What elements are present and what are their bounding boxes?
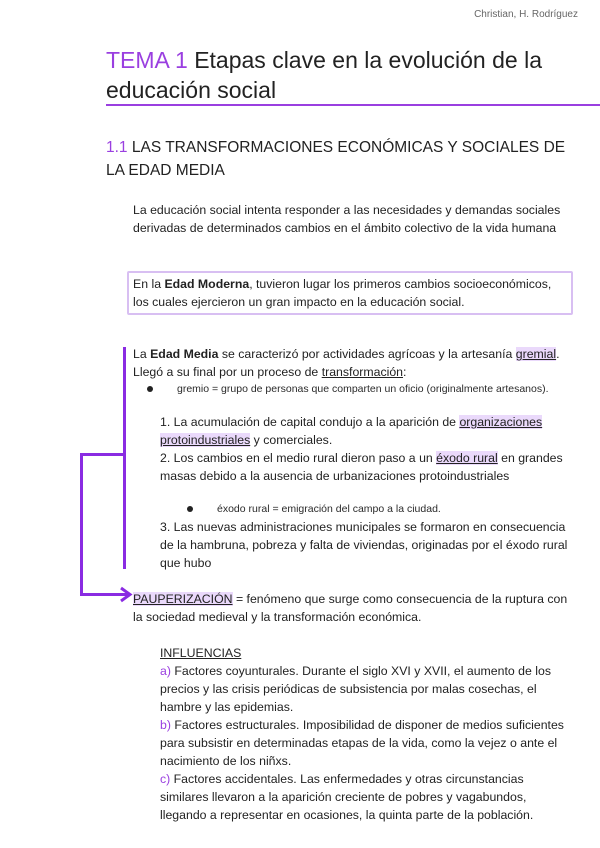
section-text: LAS TRANSFORMACIONES ECONÓMICAS Y SOCIALES DE LA EDAD MEDIA <box>106 139 566 179</box>
influence-text: Factores coyunturales. Durante el siglo XVI y XVII, el aumento de los precios y las crisis periódicas de subsistencia por malas cosechas, el hambre y las epidemias. <box>160 664 551 714</box>
modern-bold: Edad Moderna <box>164 277 250 291</box>
arrow-vertical-line <box>80 453 83 595</box>
arrow-top-line <box>80 453 124 456</box>
influences-list <box>160 662 570 824</box>
influence-text: Factores accidentales. Las enfermedades y otras circunstancias similares llevaron a la aparición creciente de pobres y vagabundos, llegando a representar en ocasiones, la quinta parte de la población. <box>160 772 534 822</box>
item-1 <box>160 413 570 449</box>
title-number: TEMA 1 <box>106 47 188 73</box>
item1-post: y comerciales. <box>250 433 333 447</box>
influence-item <box>160 662 570 716</box>
transformacion-underline: transformación <box>321 365 404 379</box>
bracket-line <box>123 347 126 569</box>
item-3: 3. Las nuevas administraciones municipales se formaron en consecuencia de la hambruna, pobreza y falta de viviendas, originadas por el éxodo rural que hubo <box>160 520 568 570</box>
influence-letter: a) <box>160 664 171 678</box>
influence-item <box>160 770 570 824</box>
section-heading <box>106 136 581 182</box>
influence-letter: b) <box>160 718 171 732</box>
medieval-post2: : <box>403 365 407 379</box>
title-underline <box>106 104 600 106</box>
pauperizacion-term: PAUPERIZACIÓN <box>133 592 233 606</box>
section-number: 1.1 <box>106 139 128 156</box>
author-name: Christian, H. Rodríguez <box>474 9 578 20</box>
medieval-paragraph <box>133 345 573 381</box>
gremial-highlight: gremial <box>515 347 557 361</box>
modern-age-box <box>127 271 573 315</box>
pauperizacion-paragraph <box>133 590 573 626</box>
bullet-dot <box>187 506 193 512</box>
title-text: Etapas clave en la evolución de la educación social <box>106 47 542 103</box>
item2-post: en grandes masas debido a la ausencia de urbanizaciones protoindustriales <box>160 451 563 483</box>
medieval-mid: se caracterizó por actividades agrícoas y la artesanía <box>218 347 516 361</box>
item2-highlight: éxodo rural <box>436 451 498 465</box>
influence-letter: c) <box>160 772 171 786</box>
item1-pre: 1. La acumulación de capital condujo a la aparición de <box>160 415 460 429</box>
influence-text: Factores estructurales. Imposibilidad de disponer de medios suficientes para subsistir en determinadas etapas de la vida, como la vejez o ante el nacimiento de los niñxs. <box>160 718 564 768</box>
item2-pre: 2. Los cambios en el medio rural dieron paso a un <box>160 451 437 465</box>
item1-highlight: organizaciones protoindustriales <box>160 415 543 447</box>
pauperizacion-definition: = fenómeno que surge como consecuencia de la ruptura con la sociedad medieval y la transformación económica. <box>133 592 568 624</box>
medieval-post1: . Llegó a su final por un proceso de <box>133 347 560 379</box>
intro-paragraph: La educación social intenta responder a las necesidades y demandas sociales derivadas de determinados cambios en el ámbito colectivo de la vida humana <box>133 203 561 235</box>
note-exodo: éxodo rural = emigración del campo a la ciudad. <box>217 503 441 515</box>
bullet-dot <box>147 386 153 392</box>
modern-post: , tuvieron lugar los primeros cambios socioeconómicos, los cuales ejercieron un gran impacto en la educación social. <box>133 277 552 309</box>
influence-item <box>160 716 570 770</box>
item-2 <box>160 449 570 485</box>
arrow-head-icon <box>119 586 133 603</box>
note-gremio: gremio = grupo de personas que comparten un oficio (originalmente artesanos). <box>177 383 549 395</box>
modern-pre: En la <box>133 277 165 291</box>
page-title <box>106 45 576 105</box>
influences-heading: INFLUENCIAS <box>160 646 242 660</box>
medieval-bold: Edad Media <box>150 347 219 361</box>
medieval-pre: La <box>133 347 151 361</box>
